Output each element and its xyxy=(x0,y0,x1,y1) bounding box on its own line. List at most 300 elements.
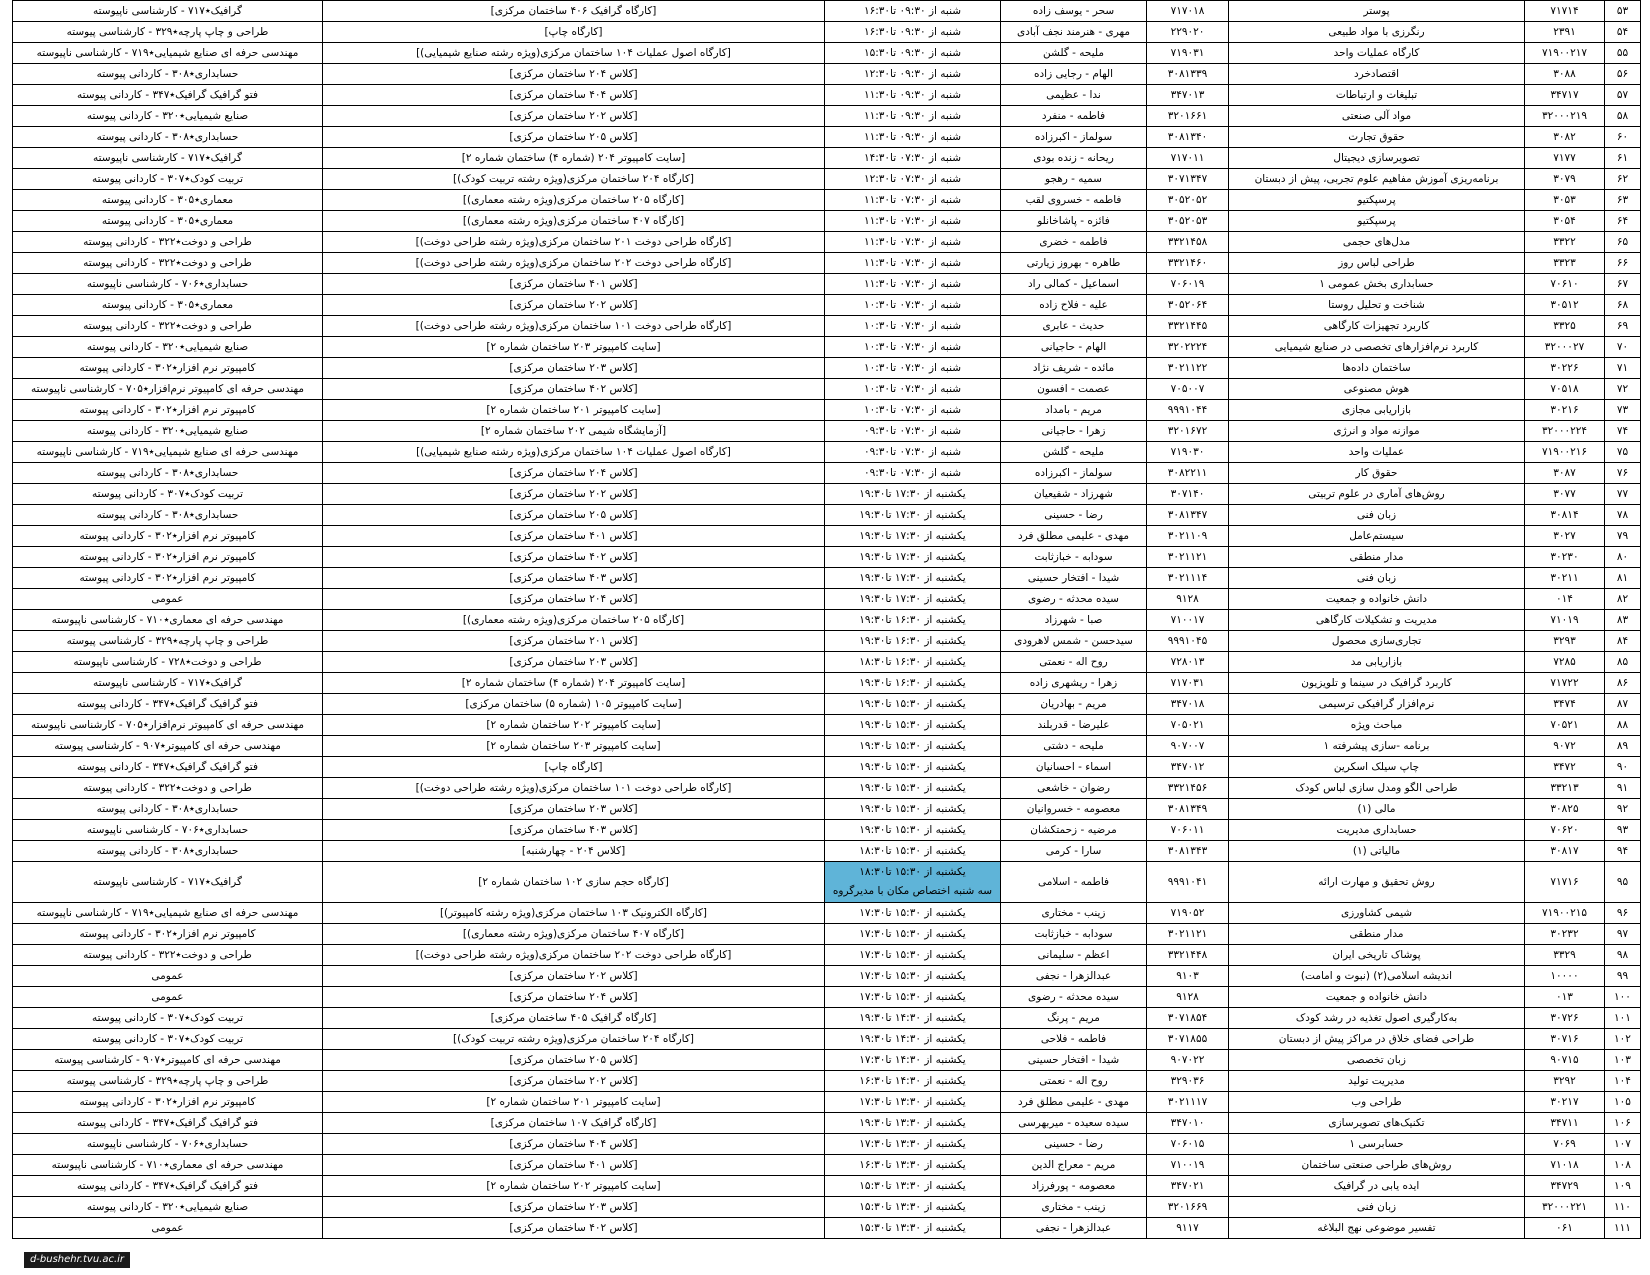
major-cell: طراحی و دوخت٭۳۲۲ - کاردانی پیوسته xyxy=(13,945,323,966)
course-code-cell: ۹۰۷۱۵ xyxy=(1525,1050,1605,1071)
course-name-cell: حسابداری مدیریت xyxy=(1229,820,1525,841)
course-name-cell: نرم‌افزار گرافیکی ترسیمی xyxy=(1229,694,1525,715)
course-name-cell: موازنه مواد و انرژی xyxy=(1229,421,1525,442)
group-code-cell: ۳۳۲۱۴۴۵ xyxy=(1147,316,1229,337)
major-cell: مهندسی حرفه ای صنایع شیمیایی٭۷۱۹ - کارشناسی ناپیوسته xyxy=(13,903,323,924)
row-number-cell: ۷۹ xyxy=(1605,526,1641,547)
teacher-cell: مریم - بامداد xyxy=(1001,400,1147,421)
teacher-cell: مریم - پرنگ xyxy=(1001,1008,1147,1029)
location-cell: [کلاس ۲۰۴ ساختمان مرکزی] xyxy=(323,463,825,484)
location-cell: [کارگاه ۴۰۷ ساختمان مرکزی(ویژه رشته معماری)] xyxy=(323,924,825,945)
table-row xyxy=(13,589,1641,610)
group-code-cell: ۷۱۷۰۱۱ xyxy=(1147,148,1229,169)
major-cell: صنایع شیمیایی٭۳۲۰ - کاردانی پیوسته xyxy=(13,421,323,442)
table-row xyxy=(13,463,1641,484)
major-cell: معماری٭۳۰۵ - کاردانی پیوسته xyxy=(13,295,323,316)
major-cell: حسابداری٭۷۰۶ - کارشناسی ناپیوسته xyxy=(13,820,323,841)
time-cell: یکشنبه از ۱۳:۳۰ تا۱۵:۳۰ xyxy=(825,1218,1001,1239)
major-cell: مهندسی حرفه ای کامپیوتر نرم‌افزار٭۷۰۵ - کارشناسی ناپیوسته xyxy=(13,715,323,736)
time-cell: شنبه از ۰۷:۳۰ تا۱۰:۳۰ xyxy=(825,400,1001,421)
course-name-cell: مدیریت و تشکیلات کارگاهی xyxy=(1229,610,1525,631)
course-name-cell: مدیریت تولید xyxy=(1229,1071,1525,1092)
time-cell: یکشنبه از ۱۳:۳۰ تا۱۹:۳۰ xyxy=(825,1113,1001,1134)
table-row xyxy=(13,1134,1641,1155)
teacher-cell: ندا - عظیمی xyxy=(1001,85,1147,106)
time-cell: یکشنبه از ۱۷:۳۰ تا۱۹:۳۰ xyxy=(825,547,1001,568)
teacher-cell: صبا - شهرزاد xyxy=(1001,610,1147,631)
course-name-cell: دانش خانواده و جمعیت xyxy=(1229,987,1525,1008)
course-name-cell: زبان فنی xyxy=(1229,1197,1525,1218)
row-number-cell: ۶۱ xyxy=(1605,148,1641,169)
time-cell: شنبه از ۰۹:۳۰ تا۱۱:۳۰ xyxy=(825,85,1001,106)
time-cell: شنبه از ۰۷:۳۰ تا۱۱:۳۰ xyxy=(825,211,1001,232)
group-code-cell: ۳۰۲۱۱۱۷ xyxy=(1147,1092,1229,1113)
time-cell: شنبه از ۰۹:۳۰ تا۱۵:۳۰ xyxy=(825,43,1001,64)
course-code-cell: ۳۲۰۰۰۲۱۹ xyxy=(1525,106,1605,127)
group-code-cell: ۷۰۵۰۰۷ xyxy=(1147,379,1229,400)
course-name-cell: عملیات واحد xyxy=(1229,442,1525,463)
time-cell: یکشنبه از ۱۶:۳۰ تا۱۹:۳۰ xyxy=(825,610,1001,631)
table-row xyxy=(13,358,1641,379)
major-cell: کامپیوتر نرم افزار٭۳۰۲ - کاردانی پیوسته xyxy=(13,924,323,945)
course-name-cell: روش تحقیق و مهارت ارائه xyxy=(1229,862,1525,903)
group-code-cell: ۹۱۱۷ xyxy=(1147,1218,1229,1239)
course-name-cell: برنامه -سازی پیشرفته ۱ xyxy=(1229,736,1525,757)
table-row xyxy=(13,64,1641,85)
row-number-cell: ۸۲ xyxy=(1605,589,1641,610)
course-name-cell: پرسپکتیو xyxy=(1229,211,1525,232)
course-code-cell: ۷۱۹۰۰۲۱۶ xyxy=(1525,442,1605,463)
course-code-cell: ۷۰۵۲۱ xyxy=(1525,715,1605,736)
time-cell: یکشنبه از ۱۵:۳۰ تا۱۷:۳۰ xyxy=(825,987,1001,1008)
course-code-cell: ۳۰۸۱۷ xyxy=(1525,841,1605,862)
location-cell: [سایت کامپیوتر ۱۰۵ (شماره ۵) ساختمان مرکزی] xyxy=(323,694,825,715)
location-cell: [کارگاه ۲۰۴ ساختمان مرکزی(ویژه رشته تربیت کودک)] xyxy=(323,169,825,190)
group-code-cell: ۹۱۲۸ xyxy=(1147,987,1229,1008)
course-code-cell: ۳۰۵۳ xyxy=(1525,190,1605,211)
row-number-cell: ۹۵ xyxy=(1605,862,1641,903)
time-cell: یکشنبه از ۱۵:۳۰ تا۱۹:۳۰ xyxy=(825,736,1001,757)
location-cell: [کلاس ۲۰۴ ساختمان مرکزی] xyxy=(323,987,825,1008)
location-cell: [کارگاه طراحی دوخت ۲۰۱ ساختمان مرکزی(ویژه رشته طراحی دوخت)] xyxy=(323,232,825,253)
major-cell: حسابداری٭۷۰۶ - کارشناسی ناپیوسته xyxy=(13,274,323,295)
major-cell: صنایع شیمیایی٭۳۲۰ - کاردانی پیوسته xyxy=(13,1197,323,1218)
location-cell: [کارگاه گرافیک ۴۰۵ ساختمان مرکزی] xyxy=(323,1008,825,1029)
time-cell: یکشنبه از ۱۵:۳۰ تا۱۹:۳۰ xyxy=(825,757,1001,778)
row-number-cell: ۹۴ xyxy=(1605,841,1641,862)
major-cell: طراحی و دوخت٭۳۲۲ - کاردانی پیوسته xyxy=(13,778,323,799)
teacher-cell: ملیحه - دشتی xyxy=(1001,736,1147,757)
row-number-cell: ۵۷ xyxy=(1605,85,1641,106)
major-cell: مهندسی حرفه ای صنایع شیمیایی٭۷۱۹ - کارشناسی ناپیوسته xyxy=(13,442,323,463)
row-number-cell: ۶۷ xyxy=(1605,274,1641,295)
course-code-cell: ۰۱۳ xyxy=(1525,987,1605,1008)
course-name-cell: طراحی لباس روز xyxy=(1229,253,1525,274)
teacher-cell: رضا - حسینی xyxy=(1001,1134,1147,1155)
major-cell: طراحی و دوخت٭۳۲۲ - کاردانی پیوسته xyxy=(13,232,323,253)
location-cell: [کلاس ۲۰۵ ساختمان مرکزی] xyxy=(323,505,825,526)
time-cell: شنبه از ۰۷:۳۰ تا۰۹:۳۰ xyxy=(825,463,1001,484)
teacher-cell: روح اله - نعمتی xyxy=(1001,1071,1147,1092)
time-cell: یکشنبه از ۱۷:۳۰ تا۱۹:۳۰ xyxy=(825,505,1001,526)
row-number-cell: ۸۱ xyxy=(1605,568,1641,589)
row-number-cell: ۵۵ xyxy=(1605,43,1641,64)
major-cell: فتو گرافیک گرافیک٭۳۴۷ - کاردانی پیوسته xyxy=(13,694,323,715)
major-cell: طراحی و دوخت٭۳۲۲ - کاردانی پیوسته xyxy=(13,316,323,337)
major-cell: حسابداری٭۳۰۸ - کاردانی پیوسته xyxy=(13,841,323,862)
major-cell: حسابداری٭۳۰۸ - کاردانی پیوسته xyxy=(13,505,323,526)
row-number-cell: ۹۲ xyxy=(1605,799,1641,820)
time-cell: شنبه از ۰۹:۳۰ تا۱۶:۳۰ xyxy=(825,1,1001,22)
major-cell: مهندسی حرفه ای معماری٭۷۱۰ - کارشناسی ناپیوسته xyxy=(13,1155,323,1176)
time-cell: شنبه از ۰۹:۳۰ تا۱۲:۳۰ xyxy=(825,64,1001,85)
location-cell: [کلاس ۲۰۳ ساختمان مرکزی] xyxy=(323,652,825,673)
major-cell: کامپیوتر نرم افزار٭۳۰۲ - کاردانی پیوسته xyxy=(13,1092,323,1113)
teacher-cell: سیده محدثه - رضوی xyxy=(1001,987,1147,1008)
course-name-cell: پوشاک تاریخی ایران xyxy=(1229,945,1525,966)
teacher-cell: عبدالزهرا - نجفی xyxy=(1001,1218,1147,1239)
row-number-cell: ۵۸ xyxy=(1605,106,1641,127)
course-code-cell: ۷۰۵۱۸ xyxy=(1525,379,1605,400)
row-number-cell: ۸۷ xyxy=(1605,694,1641,715)
location-cell: [کارگاه گرافیک ۴۰۶ ساختمان مرکزی] xyxy=(323,1,825,22)
table-row xyxy=(13,337,1641,358)
table-row xyxy=(13,1197,1641,1218)
location-cell: [کلاس ۲۰۵ ساختمان مرکزی] xyxy=(323,1050,825,1071)
table-row xyxy=(13,232,1641,253)
teacher-cell: معصومه - خسروانیان xyxy=(1001,799,1147,820)
teacher-cell: سیده سعیده - میربهرسی xyxy=(1001,1113,1147,1134)
table-row xyxy=(13,799,1641,820)
group-code-cell: ۷۰۵۰۲۱ xyxy=(1147,715,1229,736)
group-code-cell: ۳۲۰۱۶۶۱ xyxy=(1147,106,1229,127)
group-code-cell: ۲۲۹۰۲۰ xyxy=(1147,22,1229,43)
course-name-cell: ایده یابی در گرافیک xyxy=(1229,1176,1525,1197)
teacher-cell: معصومه - پورفرزاد xyxy=(1001,1176,1147,1197)
location-cell: [سایت کامپیوتر ۲۰۱ ساختمان شماره ۲] xyxy=(323,1092,825,1113)
major-cell: صنایع شیمیایی٭۳۲۰ - کاردانی پیوسته xyxy=(13,337,323,358)
course-name-cell: مدار منطقی xyxy=(1229,924,1525,945)
location-cell: [کلاس ۴۰۳ ساختمان مرکزی] xyxy=(323,568,825,589)
time-primary: یکشنبه از ۱۵:۳۰ تا۱۸:۳۰ xyxy=(859,866,966,878)
teacher-cell: سولماز - اکبرزاده xyxy=(1001,127,1147,148)
major-cell: حسابداری٭۳۰۸ - کاردانی پیوسته xyxy=(13,463,323,484)
course-name-cell: رنگرزی با مواد طبیعی xyxy=(1229,22,1525,43)
course-name-cell: مالی (۱) xyxy=(1229,799,1525,820)
time-cell: یکشنبه از ۱۵:۳۰ تا۱۹:۳۰ xyxy=(825,820,1001,841)
teacher-cell: الهام - رجایی زاده xyxy=(1001,64,1147,85)
major-cell: گرافیک٭۷۱۷ - کارشناسی ناپیوسته xyxy=(13,1,323,22)
time-cell: شنبه از ۰۹:۳۰ تا۱۱:۳۰ xyxy=(825,106,1001,127)
row-number-cell: ۷۲ xyxy=(1605,379,1641,400)
table-row xyxy=(13,127,1641,148)
location-cell: [آزمایشگاه شیمی ۲۰۲ ساختمان شماره ۲] xyxy=(323,421,825,442)
course-code-cell: ۳۰۲۱۱ xyxy=(1525,568,1605,589)
course-name-cell: طراحی الگو ومدل سازی لباس کودک xyxy=(1229,778,1525,799)
group-code-cell: ۳۲۰۱۶۶۹ xyxy=(1147,1197,1229,1218)
table-row xyxy=(13,966,1641,987)
group-code-cell: ۷۰۶۰۱۱ xyxy=(1147,820,1229,841)
course-name-cell: تکنیک‌های تصویرسازی xyxy=(1229,1113,1525,1134)
time-cell: یکشنبه از ۱۵:۳۰ تا۱۹:۳۰ xyxy=(825,799,1001,820)
time-cell xyxy=(825,862,1001,903)
group-code-cell: ۳۲۰۱۶۷۲ xyxy=(1147,421,1229,442)
table-row xyxy=(13,568,1641,589)
major-cell: حسابداری٭۳۰۸ - کاردانی پیوسته xyxy=(13,127,323,148)
table-row xyxy=(13,106,1641,127)
group-code-cell: ۳۰۵۲۰۶۴ xyxy=(1147,295,1229,316)
course-code-cell: ۳۴۷۱۱ xyxy=(1525,1113,1605,1134)
row-number-cell: ۸۹ xyxy=(1605,736,1641,757)
group-code-cell: ۳۰۸۱۳۴۳ xyxy=(1147,841,1229,862)
time-note: سه شنبه اختصاص مکان با مدیرگروه xyxy=(832,885,993,897)
time-cell: شنبه از ۰۷:۳۰ تا۱۰:۳۰ xyxy=(825,379,1001,400)
location-cell: [کارگاه ۴۰۷ ساختمان مرکزی(ویژه رشته معماری)] xyxy=(323,211,825,232)
location-cell: [کارگاه ۲۰۵ ساختمان مرکزی(ویژه رشته معماری)] xyxy=(323,610,825,631)
major-cell: کامپیوتر نرم افزار٭۳۰۲ - کاردانی پیوسته xyxy=(13,526,323,547)
major-cell: تربیت کودک٭۳۰۷ - کاردانی پیوسته xyxy=(13,1029,323,1050)
row-number-cell: ۷۱ xyxy=(1605,358,1641,379)
time-cell: شنبه از ۰۷:۳۰ تا۱۲:۳۰ xyxy=(825,169,1001,190)
teacher-cell: رضا - حسینی xyxy=(1001,505,1147,526)
major-cell: فتو گرافیک گرافیک٭۳۴۷ - کاردانی پیوسته xyxy=(13,85,323,106)
time-cell: یکشنبه از ۱۶:۳۰ تا۱۹:۳۰ xyxy=(825,673,1001,694)
time-cell: شنبه از ۰۷:۳۰ تا۰۹:۳۰ xyxy=(825,421,1001,442)
row-number-cell: ۹۰ xyxy=(1605,757,1641,778)
teacher-cell: مرضیه - زحمتکشان xyxy=(1001,820,1147,841)
course-code-cell: ۳۰۲۳۲ xyxy=(1525,924,1605,945)
teacher-cell: ملیحه - گلشن xyxy=(1001,442,1147,463)
teacher-cell: عبدالزهرا - نجفی xyxy=(1001,966,1147,987)
location-cell: [کلاس ۲۰۵ ساختمان مرکزی] xyxy=(323,127,825,148)
group-code-cell: ۹۰۷۰۰۷ xyxy=(1147,736,1229,757)
location-cell: [کلاس ۴۰۱ ساختمان مرکزی] xyxy=(323,274,825,295)
course-name-cell: مالیاتی (۱) xyxy=(1229,841,1525,862)
table-row xyxy=(13,274,1641,295)
table-row xyxy=(13,190,1641,211)
course-code-cell: ۳۴۷۴ xyxy=(1525,694,1605,715)
course-name-cell: حقوق کار xyxy=(1229,463,1525,484)
row-number-cell: ۶۸ xyxy=(1605,295,1641,316)
table-row xyxy=(13,169,1641,190)
location-cell: [کارگاه طراحی دوخت ۲۰۲ ساختمان مرکزی(ویژه رشته طراحی دوخت)] xyxy=(323,945,825,966)
teacher-cell: زهرا - ریشهری زاده xyxy=(1001,673,1147,694)
location-cell: [کلاس ۴۰۳ ساختمان مرکزی] xyxy=(323,820,825,841)
time-cell: یکشنبه از ۱۳:۳۰ تا۱۵:۳۰ xyxy=(825,1197,1001,1218)
course-code-cell: ۷۱۷۱۴ xyxy=(1525,1,1605,22)
teacher-cell: روح اله - نعمتی xyxy=(1001,652,1147,673)
row-number-cell: ۵۳ xyxy=(1605,1,1641,22)
teacher-cell: سارا - کرمی xyxy=(1001,841,1147,862)
time-cell: یکشنبه از ۱۵:۳۰ تا۱۹:۳۰ xyxy=(825,778,1001,799)
course-code-cell: ۱۰۰۰۰ xyxy=(1525,966,1605,987)
course-code-cell: ۳۰۸۲۵ xyxy=(1525,799,1605,820)
course-code-cell: ۳۰۸۱۴ xyxy=(1525,505,1605,526)
location-cell: [کلاس ۴۰۲ ساختمان مرکزی] xyxy=(323,547,825,568)
group-code-cell: ۳۳۲۱۴۵۸ xyxy=(1147,232,1229,253)
location-cell: [سایت کامپیوتر ۲۰۴ (شماره ۴) ساختمان شماره ۲] xyxy=(323,148,825,169)
location-cell: [کلاس ۲۰۴ ساختمان مرکزی] xyxy=(323,64,825,85)
group-code-cell: ۳۰۸۲۲۱۱ xyxy=(1147,463,1229,484)
group-code-cell: ۳۰۷۱۸۵۴ xyxy=(1147,1008,1229,1029)
major-cell: تربیت کودک٭۳۰۷ - کاردانی پیوسته xyxy=(13,1008,323,1029)
course-code-cell: ۳۰۲۷ xyxy=(1525,526,1605,547)
course-name-cell: کاربرد تجهیزات کارگاهی xyxy=(1229,316,1525,337)
group-code-cell: ۳۴۷۰۲۱ xyxy=(1147,1176,1229,1197)
location-cell: [کلاس ۴۰۱ ساختمان مرکزی] xyxy=(323,1155,825,1176)
group-code-cell: ۹۱۲۸ xyxy=(1147,589,1229,610)
group-code-cell: ۳۰۲۱۱۰۹ xyxy=(1147,526,1229,547)
time-cell: یکشنبه از ۱۵:۳۰ تا۱۷:۳۰ xyxy=(825,945,1001,966)
table-row xyxy=(13,1008,1641,1029)
teacher-cell: زهرا - حاجیانی xyxy=(1001,421,1147,442)
schedule-sheet xyxy=(12,0,1640,1270)
row-number-cell: ۱۱۱ xyxy=(1605,1218,1641,1239)
location-cell: [کارگاه ۲۰۴ ساختمان مرکزی(ویژه رشته تربیت کودک)] xyxy=(323,1029,825,1050)
table-row xyxy=(13,211,1641,232)
time-cell: یکشنبه از ۱۷:۳۰ تا۱۹:۳۰ xyxy=(825,526,1001,547)
time-cell: شنبه از ۰۷:۳۰ تا۱۰:۳۰ xyxy=(825,337,1001,358)
course-name-cell: شناخت و تحلیل روستا xyxy=(1229,295,1525,316)
course-code-cell: ۳۳۲۳ xyxy=(1525,253,1605,274)
teacher-cell: فاطمه - خسروی لقب xyxy=(1001,190,1147,211)
group-code-cell: ۳۴۷۰۱۰ xyxy=(1147,1113,1229,1134)
course-code-cell: ۳۰۲۱۶ xyxy=(1525,400,1605,421)
teacher-cell: مهری - هنرمند نجف آبادی xyxy=(1001,22,1147,43)
location-cell: [کلاس ۲۰۲ ساختمان مرکزی] xyxy=(323,1071,825,1092)
major-cell: طراحی و دوخت٭۳۲۲ - کاردانی پیوسته xyxy=(13,253,323,274)
course-name-cell: مدل‌های حجمی xyxy=(1229,232,1525,253)
group-code-cell: ۷۱۷۰۳۱ xyxy=(1147,673,1229,694)
major-cell: حسابداری٭۳۰۸ - کاردانی پیوسته xyxy=(13,64,323,85)
major-cell: مهندسی حرفه ای صنایع شیمیایی٭۷۱۹ - کارشناسی ناپیوسته xyxy=(13,43,323,64)
location-cell: [سایت کامپیوتر ۲۰۱ ساختمان شماره ۲] xyxy=(323,400,825,421)
table-row xyxy=(13,1113,1641,1134)
course-name-cell: اقتصادخرد xyxy=(1229,64,1525,85)
row-number-cell: ۶۲ xyxy=(1605,169,1641,190)
time-cell: شنبه از ۰۹:۳۰ تا۱۱:۳۰ xyxy=(825,127,1001,148)
row-number-cell: ۸۵ xyxy=(1605,652,1641,673)
major-cell: طراحی و چاپ پارچه٭۳۲۹ - کارشناسی پیوسته xyxy=(13,22,323,43)
teacher-cell: مائده - شریف نژاد xyxy=(1001,358,1147,379)
table-row xyxy=(13,631,1641,652)
course-name-cell: تجاری‌سازی محصول xyxy=(1229,631,1525,652)
table-row xyxy=(13,1092,1641,1113)
course-code-cell: ۳۰۲۱۷ xyxy=(1525,1092,1605,1113)
location-cell: [کلاس ۴۰۴ ساختمان مرکزی] xyxy=(323,1134,825,1155)
course-name-cell: بازاریابی مجازی xyxy=(1229,400,1525,421)
major-cell: مهندسی حرفه ای کامپیوتر٭۹۰۷ - کارشناسی پیوسته xyxy=(13,1050,323,1071)
time-cell: یکشنبه از ۱۳:۳۰ تا۱۷:۳۰ xyxy=(825,1092,1001,1113)
teacher-cell: عصمت - افسون xyxy=(1001,379,1147,400)
row-number-cell: ۷۰ xyxy=(1605,337,1641,358)
teacher-cell: حدیث - عابری xyxy=(1001,316,1147,337)
major-cell: طراحی و دوخت٭۷۲۸ - کارشناسی ناپیوسته xyxy=(13,652,323,673)
row-number-cell: ۷۶ xyxy=(1605,463,1641,484)
row-number-cell: ۱۰۸ xyxy=(1605,1155,1641,1176)
major-cell: طراحی و چاپ پارچه٭۳۲۹ - کارشناسی پیوسته xyxy=(13,631,323,652)
course-code-cell: ۷۲۸۵ xyxy=(1525,652,1605,673)
teacher-cell: علیه - فلاح زاده xyxy=(1001,295,1147,316)
table-row xyxy=(13,1071,1641,1092)
teacher-cell: زینب - مختاری xyxy=(1001,1197,1147,1218)
course-code-cell: ۷۱۰۱۸ xyxy=(1525,1155,1605,1176)
row-number-cell: ۶۹ xyxy=(1605,316,1641,337)
location-cell: [سایت کامپیوتر ۲۰۳ ساختمان شماره ۲] xyxy=(323,337,825,358)
location-cell: [کلاس ۲۰۲ ساختمان مرکزی] xyxy=(323,106,825,127)
course-code-cell: ۳۰۷۱۶ xyxy=(1525,1029,1605,1050)
teacher-cell: سحر - یوسف زاده xyxy=(1001,1,1147,22)
teacher-cell: فاطمه - منفرد xyxy=(1001,106,1147,127)
course-code-cell: ۳۰۵۱۲ xyxy=(1525,295,1605,316)
table-row xyxy=(13,400,1641,421)
row-number-cell: ۹۸ xyxy=(1605,945,1641,966)
major-cell: عمومی xyxy=(13,589,323,610)
course-name-cell: پوستر xyxy=(1229,1,1525,22)
row-number-cell: ۹۳ xyxy=(1605,820,1641,841)
teacher-cell: مریم - بهادریان xyxy=(1001,694,1147,715)
location-cell: [کارگاه طراحی دوخت ۱۰۱ ساختمان مرکزی(ویژه رشته طراحی دوخت)] xyxy=(323,316,825,337)
group-code-cell: ۹۹۹۱۰۴۵ xyxy=(1147,631,1229,652)
course-name-cell: تفسیر موضوعی نهج البلاغه xyxy=(1229,1218,1525,1239)
row-number-cell: ۶۰ xyxy=(1605,127,1641,148)
teacher-cell: سودابه - خبازثابت xyxy=(1001,924,1147,945)
teacher-cell: رضوان - خاشعی xyxy=(1001,778,1147,799)
course-name-cell: دانش خانواده و جمعیت xyxy=(1229,589,1525,610)
location-cell: [کلاس ۴۰۲ ساختمان مرکزی] xyxy=(323,1218,825,1239)
table-row xyxy=(13,652,1641,673)
group-code-cell: ۷۱۹۰۳۰ xyxy=(1147,442,1229,463)
group-code-cell: ۳۴۷۰۱۸ xyxy=(1147,694,1229,715)
table-row xyxy=(13,421,1641,442)
table-row xyxy=(13,945,1641,966)
teacher-cell: طاهره - بهروز زیارتی xyxy=(1001,253,1147,274)
group-code-cell: ۳۳۲۱۴۶۰ xyxy=(1147,253,1229,274)
course-name-cell: مباحث ویژه xyxy=(1229,715,1525,736)
time-cell: شنبه از ۰۷:۳۰ تا۱۱:۳۰ xyxy=(825,274,1001,295)
row-number-cell: ۱۰۳ xyxy=(1605,1050,1641,1071)
teacher-cell: زینب - مختاری xyxy=(1001,903,1147,924)
table-row xyxy=(13,736,1641,757)
time-cell: یکشنبه از ۱۳:۳۰ تا۱۵:۳۰ xyxy=(825,1176,1001,1197)
course-code-cell: ۰۶۱ xyxy=(1525,1218,1605,1239)
course-name-cell: زبان فنی xyxy=(1229,505,1525,526)
time-cell: شنبه از ۰۷:۳۰ تا۱۰:۳۰ xyxy=(825,316,1001,337)
course-name-cell: طراحی وب xyxy=(1229,1092,1525,1113)
course-code-cell: ۷۱۷۷ xyxy=(1525,148,1605,169)
course-name-cell: تبلیغات و ارتباطات xyxy=(1229,85,1525,106)
time-cell: شنبه از ۰۷:۳۰ تا۱۱:۳۰ xyxy=(825,253,1001,274)
location-cell: [کلاس ۲۰۳ ساختمان مرکزی] xyxy=(323,1197,825,1218)
table-row xyxy=(13,253,1641,274)
row-number-cell: ۱۰۱ xyxy=(1605,1008,1641,1029)
group-code-cell: ۳۰۲۱۱۲۱ xyxy=(1147,547,1229,568)
major-cell: گرافیک٭۷۱۷ - کارشناسی ناپیوسته xyxy=(13,673,323,694)
course-name-cell: هوش مصنوعی xyxy=(1229,379,1525,400)
course-code-cell: ۳۳۲۹ xyxy=(1525,945,1605,966)
table-row xyxy=(13,820,1641,841)
site-watermark: d-bushehr.tvu.ac.ir xyxy=(24,1252,130,1268)
course-code-cell: ۳۰۸۷ xyxy=(1525,463,1605,484)
course-code-cell: ۳۰۷۹ xyxy=(1525,169,1605,190)
teacher-cell: سودابه - خبازثابت xyxy=(1001,547,1147,568)
group-code-cell: ۳۲۹۰۳۶ xyxy=(1147,1071,1229,1092)
row-number-cell: ۱۰۷ xyxy=(1605,1134,1641,1155)
location-cell: [کارگاه طراحی دوخت ۲۰۲ ساختمان مرکزی(ویژه رشته طراحی دوخت)] xyxy=(323,253,825,274)
row-number-cell: ۶۳ xyxy=(1605,190,1641,211)
row-number-cell: ۸۶ xyxy=(1605,673,1641,694)
location-cell: [کلاس ۲۰۲ ساختمان مرکزی] xyxy=(323,295,825,316)
